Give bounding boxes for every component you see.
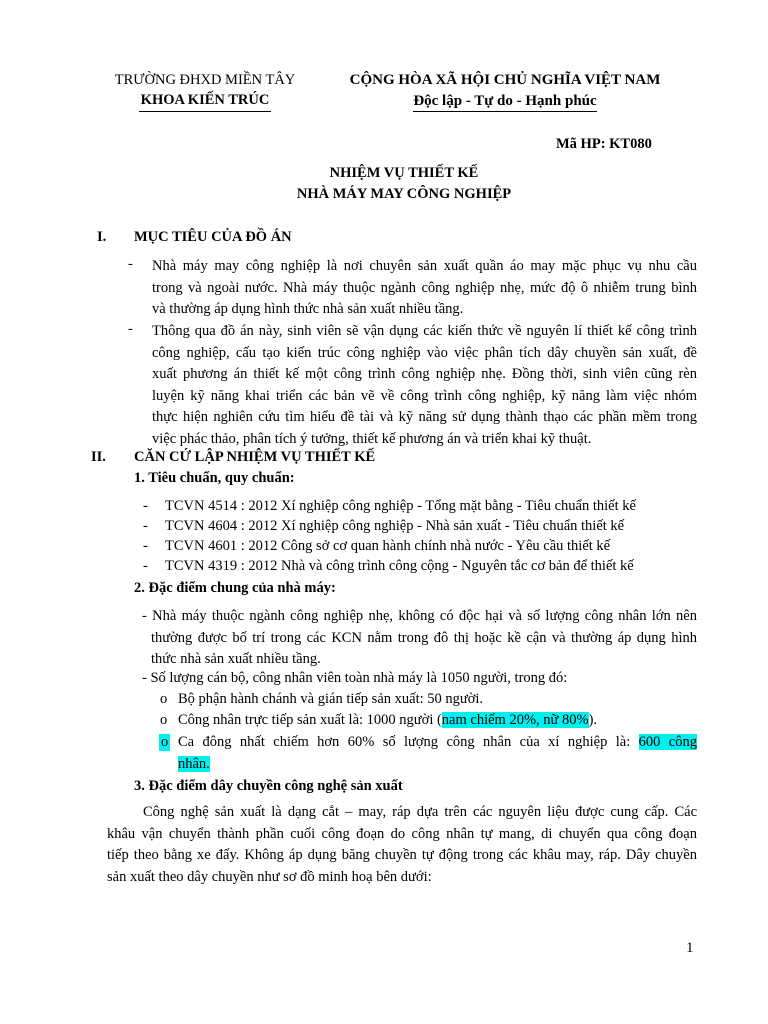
text-line: và thường áp dụng hình thức nhà sản xuất nhiều tầng. (152, 301, 464, 317)
sec1-bullet-1: - (128, 256, 133, 272)
sec2-sub1-title: 1. Tiêu chuẩn, quy chuẩn: (134, 470, 295, 486)
text-line: luyện kỹ năng khai triển các bản vẽ về công trình công nghiệp, kỹ năng làm việc nhóm (152, 387, 697, 404)
workers-text: Công nhân trực tiếp sản xuất là: 1000 người ( (178, 712, 442, 728)
sec2-sub3-para (107, 802, 697, 888)
staff-workers (178, 712, 597, 729)
text-line: trong và ngoài nước. Nhà máy thuộc ngành công nghiệp nhẹ, mức độ ô nhiễm trung bình (152, 279, 697, 296)
sec1-bullet-2: - (128, 321, 133, 337)
gender-ratio-highlight: nam chiếm 20%, nữ 80% (441, 712, 589, 728)
shift-text: Ca đông nhất chiếm hơn 60% số lượng công nhân của xí nghiệp là: (178, 734, 639, 750)
faculty-name (100, 92, 310, 112)
o-bullet: o (160, 691, 168, 707)
std-item-2: TCVN 4604 : 2012 Xí nghiệp công nghiệp - Nhà sản xuất - Tiêu chuẩn thiết kế (165, 518, 625, 534)
motto-label: Độc lập - Tự do - Hạnh phúc (413, 93, 596, 112)
text-line: khâu vận chuyển thành phần cuối công đoạn do công nhân tự mang, di chuyển qua công đoạn (107, 825, 697, 842)
text-line: thường được bố trí trong các KCN nằm trong đô thị hoặc kề cận và thường áp dụng hình (151, 629, 697, 646)
sec1-number: I. (97, 229, 107, 245)
sec1-title: MỤC TIÊU CỦA ĐỒ ÁN (134, 229, 292, 245)
staff-shift-cont (178, 756, 210, 773)
text-line: Thông qua đồ án này, sinh viên sẽ vận dụng các kiến thức về nguyên lí thiết kế công trình (152, 323, 697, 339)
sec2-number: II. (91, 449, 106, 465)
staff-shift (178, 734, 697, 751)
text-line: Nhà máy may công nghiệp là nơi chuyên sản xuất quần áo may mặc phục vụ nhu cầu (152, 258, 697, 274)
sec2-title: CĂN CỨ LẬP NHIỆM VỤ THIẾT KẾ (134, 449, 376, 465)
doc-title-2: NHÀ MÁY MAY CÔNG NGHIỆP (296, 186, 512, 202)
sec2-sub2-para1 (142, 606, 697, 671)
std-item-3: TCVN 4601 : 2012 Công sở cơ quan hành chính nhà nước - Yêu cầu thiết kế (165, 538, 611, 554)
faculty-label: KHOA KIẾN TRÚC (139, 92, 272, 112)
sec1-item-1 (152, 256, 697, 321)
shift-highlight: 600 công (638, 734, 697, 750)
sec2-sub2-para2: - Số lượng cán bộ, công nhân viên toàn nhà máy là 1050 người, trong đó: (142, 670, 568, 686)
doc-title-1: NHIỆM VỤ THIẾT KẾ (329, 165, 479, 181)
staff-admin: Bộ phận hành chánh và gián tiếp sản xuất: 50 người. (178, 691, 484, 707)
motto (325, 93, 685, 112)
o-bullet-highlighted: o (161, 734, 169, 750)
text-line: việc phác thảo, phân tích ý tưởng, thiết kế phương án và triển khai kỹ thuật. (152, 430, 592, 447)
text-line: sản xuất theo dây chuyền như sơ đồ minh hoạ bên dưới: (107, 868, 432, 885)
shift-highlight-2: nhân. (178, 756, 210, 772)
std-item-1: TCVN 4514 : 2012 Xí nghiệp công nghiệp - Tổng mặt bằng - Tiêu chuẩn thiết kế (165, 498, 636, 514)
republic-title: CỘNG HÒA XÃ HỘI CHỦ NGHĨA VIỆT NAM (349, 72, 661, 88)
text-line: công nghiệp, cấu tạo kiến trúc công nghiệp vào việc phân tích dây chuyền sản xuất, đề (152, 344, 697, 361)
course-code: Mã HP: KT080 (556, 136, 652, 152)
sec2-sub2-title: 2. Đặc điểm chung của nhà máy: (134, 580, 336, 596)
text-line: xuất phương án thiết kế một công trình công nghiệp nhẹ. Đồng thời, sinh viên cũng rèn (152, 366, 697, 382)
text-line: tiếp theo bằng xe đẩy. Không áp dụng băng chuyền tự động trong các khâu may, ráp. Dây chuyền (107, 847, 697, 863)
text-line: - Nhà máy thuộc ngành công nghiệp nhẹ, không có độc hại và số lượng công nhân lớn nên (142, 608, 697, 624)
text-line: thức nhà sản xuất nhiều tầng. (151, 651, 321, 667)
text-line: thực hiện nghiên cứu tìm hiểu đề tài và kỹ năng sử dụng thành thạo các phần mềm trong (152, 409, 697, 425)
sec2-sub3-title: 3. Đặc điểm dây chuyền công nghệ sản xuất (134, 778, 403, 794)
std-bullet: - (143, 518, 148, 534)
std-bullet: - (143, 498, 148, 514)
std-item-4: TCVN 4319 : 2012 Nhà và công trình công cộng - Nguyên tắc cơ bản để thiết kế (165, 558, 634, 574)
std-bullet: - (143, 538, 148, 554)
std-bullet: - (143, 558, 148, 574)
page-number: 1 (686, 940, 694, 956)
o-bullet: o (160, 712, 168, 728)
sec1-item-2 (152, 321, 697, 450)
school-name: TRƯỜNG ĐHXD MIỀN TÂY (114, 72, 296, 88)
text-line: Công nghệ sản xuất là dạng cắt – may, ráp dựa trên các nguyên liệu được cung cấp. Các (143, 804, 697, 820)
workers-text-end: ). (588, 712, 598, 728)
